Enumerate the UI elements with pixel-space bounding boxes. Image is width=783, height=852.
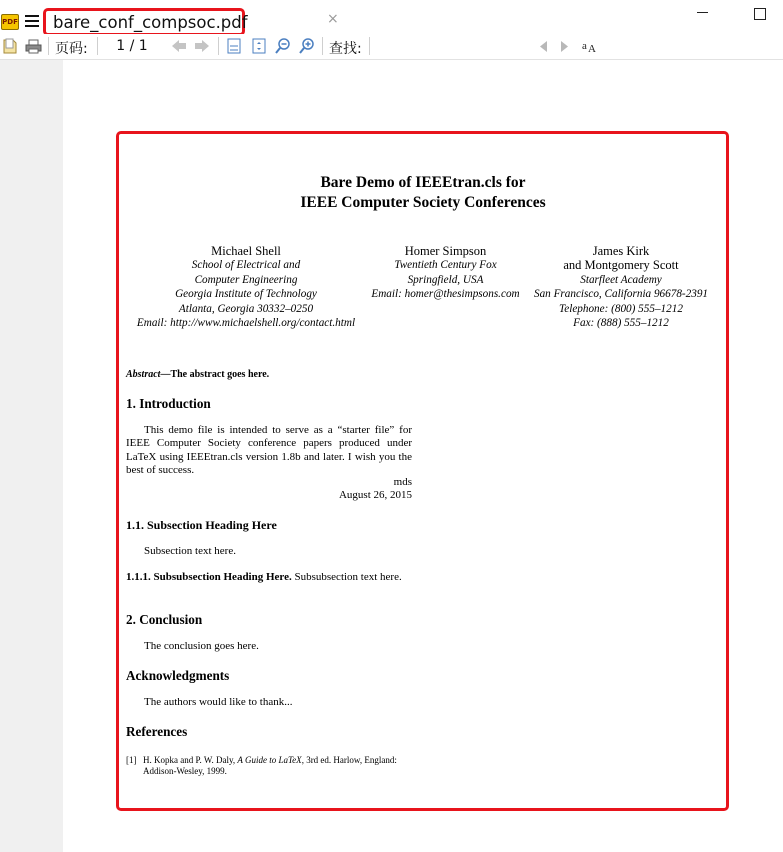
author-affiliation: Atlanta, Georgia 30332–0250 — [178, 302, 314, 315]
author-email: Email: homer@thesimpsons.com — [371, 288, 520, 301]
subsubsection-heading: 1.1.1. Subsubsection Heading Here. — [126, 571, 292, 583]
author-affiliation: Twentieth Century Fox — [394, 259, 497, 272]
author-phone: Telephone: (800) 555–1212 — [559, 302, 683, 315]
author-affiliation: School of Electrical and — [191, 259, 301, 272]
zoom-out-icon[interactable] — [275, 38, 291, 54]
author-affiliation: San Francisco, California 96678-2391 — [533, 288, 709, 301]
next-page-icon[interactable] — [194, 38, 210, 54]
paper-title-line2: IEEE Computer Society Conferences — [300, 194, 546, 211]
introduction-text: This demo file is intended to serve as a “starter file” for IEEE Computer Society conference papers produced under LaTeX using IEEEtran.cls version 1.8b and later. I wish you the best of success. — [126, 424, 412, 477]
author-name: Michael Shell — [211, 244, 281, 258]
toolbar-separator — [97, 37, 98, 55]
reference-title: A Guide to LaTeX — [237, 755, 302, 765]
author-affiliation: Springfield, USA — [407, 273, 484, 286]
conclusion-text: The conclusion goes here. — [144, 640, 259, 652]
document-tab[interactable] — [43, 8, 248, 36]
acknowledgments-text: The authors would like to thank... — [144, 696, 293, 708]
author-affiliation: Starfleet Academy — [580, 273, 662, 286]
subsubsection-text: Subsubsection text here. — [294, 571, 402, 583]
match-case-icon[interactable] — [581, 38, 599, 54]
svg-text:A: A — [588, 42, 596, 54]
previous-page-icon[interactable] — [171, 38, 187, 54]
fit-width-icon[interactable] — [226, 38, 241, 54]
author-name: James Kirk — [592, 244, 650, 258]
toolbar-separator — [218, 37, 219, 55]
print-icon[interactable] — [25, 38, 42, 54]
author-affiliation: Georgia Institute of Technology — [175, 288, 317, 301]
abstract-label: Abstract — [126, 369, 161, 380]
toolbar-separator — [369, 37, 370, 55]
fit-page-icon[interactable] — [251, 38, 266, 54]
toolbar-separator — [322, 37, 323, 55]
signoff: mds — [393, 476, 412, 488]
paper-title-line1: Bare Demo of IEEEtran.cls for — [320, 174, 526, 191]
minimize-window-icon[interactable] — [697, 12, 708, 13]
pdf-app-icon[interactable]: PDF — [1, 14, 19, 30]
find-previous-icon[interactable] — [537, 38, 549, 54]
reference-number: [1] — [126, 755, 137, 765]
author-affiliation: Computer Engineering — [194, 273, 298, 286]
tab-close-icon[interactable]: × — [327, 11, 339, 27]
author-name: Homer Simpson — [404, 244, 487, 258]
svg-text:a: a — [582, 39, 587, 52]
title-bar — [0, 0, 783, 34]
page-label: 页码: — [55, 41, 88, 57]
search-input[interactable] — [372, 37, 527, 55]
search-label: 查找: — [329, 41, 362, 57]
toolbar — [0, 34, 783, 60]
author-name-cont: and Montgomery Scott — [563, 258, 679, 273]
author-fax: Fax: (888) 555–1212 — [573, 317, 669, 330]
toolbar-separator — [48, 37, 49, 55]
document-tab-label: bare_conf_compsoc.pdf — [53, 13, 248, 32]
page-number-input[interactable] — [100, 37, 164, 55]
subsection-text: Subsection text here. — [144, 545, 236, 557]
date: August 26, 2015 — [338, 489, 412, 501]
abstract-text: —The abstract goes here. — [160, 369, 270, 380]
section-heading-introduction: 1. Introduction — [126, 396, 211, 411]
acknowledgments-heading: Acknowledgments — [126, 668, 230, 683]
maximize-window-icon[interactable] — [754, 8, 766, 20]
pdf-page — [63, 60, 783, 852]
zoom-in-icon[interactable] — [299, 38, 315, 54]
subsection-heading: 1.1. Subsection Heading Here — [126, 518, 277, 532]
section-heading-conclusion: 2. Conclusion — [126, 612, 203, 627]
author-email: Email: http://www.michaelshell.org/contact.html — [136, 317, 356, 330]
open-file-icon[interactable] — [2, 38, 18, 54]
content-highlight-box — [116, 131, 729, 811]
hamburger-menu-icon[interactable] — [25, 15, 39, 27]
find-next-icon[interactable] — [559, 38, 571, 54]
reference-text: H. Kopka and P. W. Daly, A Guide to LaTeX, 3rd ed. Harlow, England: Addison-Wesley, 1999. — [143, 755, 397, 776]
sidebar-gutter — [0, 60, 63, 852]
references-heading: References — [126, 724, 188, 739]
